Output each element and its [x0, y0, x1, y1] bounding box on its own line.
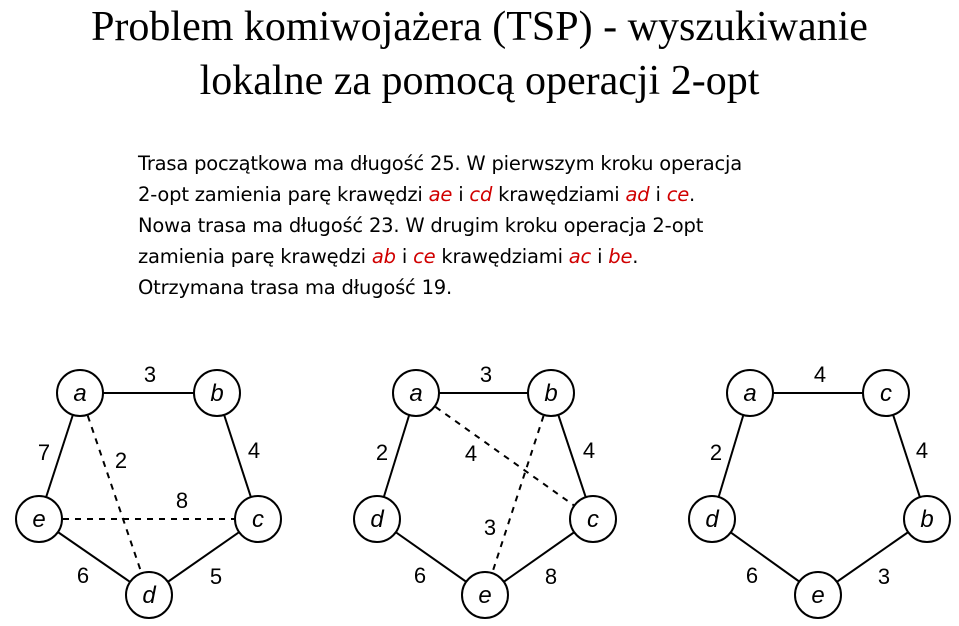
weight-label: 4: [915, 438, 929, 463]
weight-label: 6: [745, 563, 759, 588]
weight-label: 2: [114, 448, 128, 473]
weight-label: 6: [76, 563, 90, 588]
edge-name-cd: cd: [469, 183, 493, 206]
node-label: e: [478, 582, 492, 609]
node-label: b: [210, 380, 224, 407]
desc-line-4: [138, 241, 938, 272]
edge-name-ce: ce: [413, 245, 436, 268]
edge-a-c-dashed: [416, 393, 596, 519]
weight-label: 4: [582, 438, 596, 463]
graph-1: [39, 393, 261, 595]
desc-text: i: [452, 183, 470, 206]
weight-label: 2: [709, 440, 723, 465]
desc-line-1: Trasa początkowa ma długość 25. W pierwszym kroku operacja: [138, 152, 743, 175]
graph-3-nodes: [689, 370, 950, 618]
desc-text: i: [395, 245, 414, 268]
graph-2-nodes: [354, 370, 616, 618]
desc-text: .: [632, 245, 639, 268]
graph-1-nodes: [16, 370, 281, 618]
weight-label: 7: [37, 440, 51, 465]
desc-line-3: Nowa trasa ma długość 23. W drugim kroku operacja 2-opt: [138, 214, 704, 237]
node-label: b: [544, 380, 558, 407]
node-label: e: [32, 506, 46, 533]
node-label: c: [587, 506, 599, 533]
desc-line-5: Otrzymana trasa ma długość 19.: [138, 276, 452, 299]
weight-label: 8: [544, 564, 558, 589]
description: [138, 148, 938, 303]
weight-label: 8: [175, 488, 189, 513]
weight-label: 4: [813, 362, 827, 387]
edge-name-ae: ae: [428, 183, 453, 206]
edge-name-be: be: [608, 245, 633, 268]
graph-area: [0, 340, 959, 626]
desc-line-2: [138, 179, 938, 210]
weight-label: 6: [413, 563, 427, 588]
title-line-2: lokalne za pomocą operacji 2-opt: [199, 58, 760, 104]
desc-text: i: [591, 245, 609, 268]
weight-label: 3: [877, 564, 891, 589]
desc-text: krawędziami: [492, 183, 626, 206]
desc-text: zamienia parę krawędzi: [138, 245, 372, 268]
edge-name-ab: ab: [371, 245, 396, 268]
node-label: c: [880, 380, 892, 407]
weight-label: 3: [143, 362, 157, 387]
weight-label: 4: [464, 441, 478, 466]
page-title: [0, 0, 959, 108]
node-label: a: [743, 380, 757, 407]
weight-label: 4: [247, 438, 261, 463]
node-label: c: [252, 506, 264, 533]
node-label: d: [705, 506, 719, 533]
weight-label: 2: [375, 440, 389, 465]
desc-text: krawędziami: [435, 245, 569, 268]
weight-label: 3: [479, 362, 493, 387]
node-label: a: [73, 380, 87, 407]
node-label: a: [409, 380, 423, 407]
edge-a-d-dashed: [80, 393, 149, 595]
edge-name-ad: ad: [625, 183, 650, 206]
edge-name-ce: ce: [666, 183, 690, 206]
node-label: b: [920, 506, 934, 533]
node-label: e: [811, 582, 825, 609]
edge-name-ac: ac: [568, 245, 592, 268]
edge-b-e-dashed: [485, 393, 551, 595]
graph-2: [377, 393, 596, 595]
node-label: d: [142, 582, 156, 609]
desc-text: i: [649, 183, 667, 206]
desc-text: .: [689, 183, 696, 206]
title-line-1: Problem komiwojażera (TSP) - wyszukiwanie: [91, 4, 868, 50]
graph-3: [709, 393, 927, 595]
desc-text: 2-opt zamienia parę krawędzi: [138, 183, 429, 206]
node-label: d: [370, 506, 384, 533]
weight-label: 5: [209, 564, 223, 589]
weight-label: 3: [483, 515, 497, 540]
